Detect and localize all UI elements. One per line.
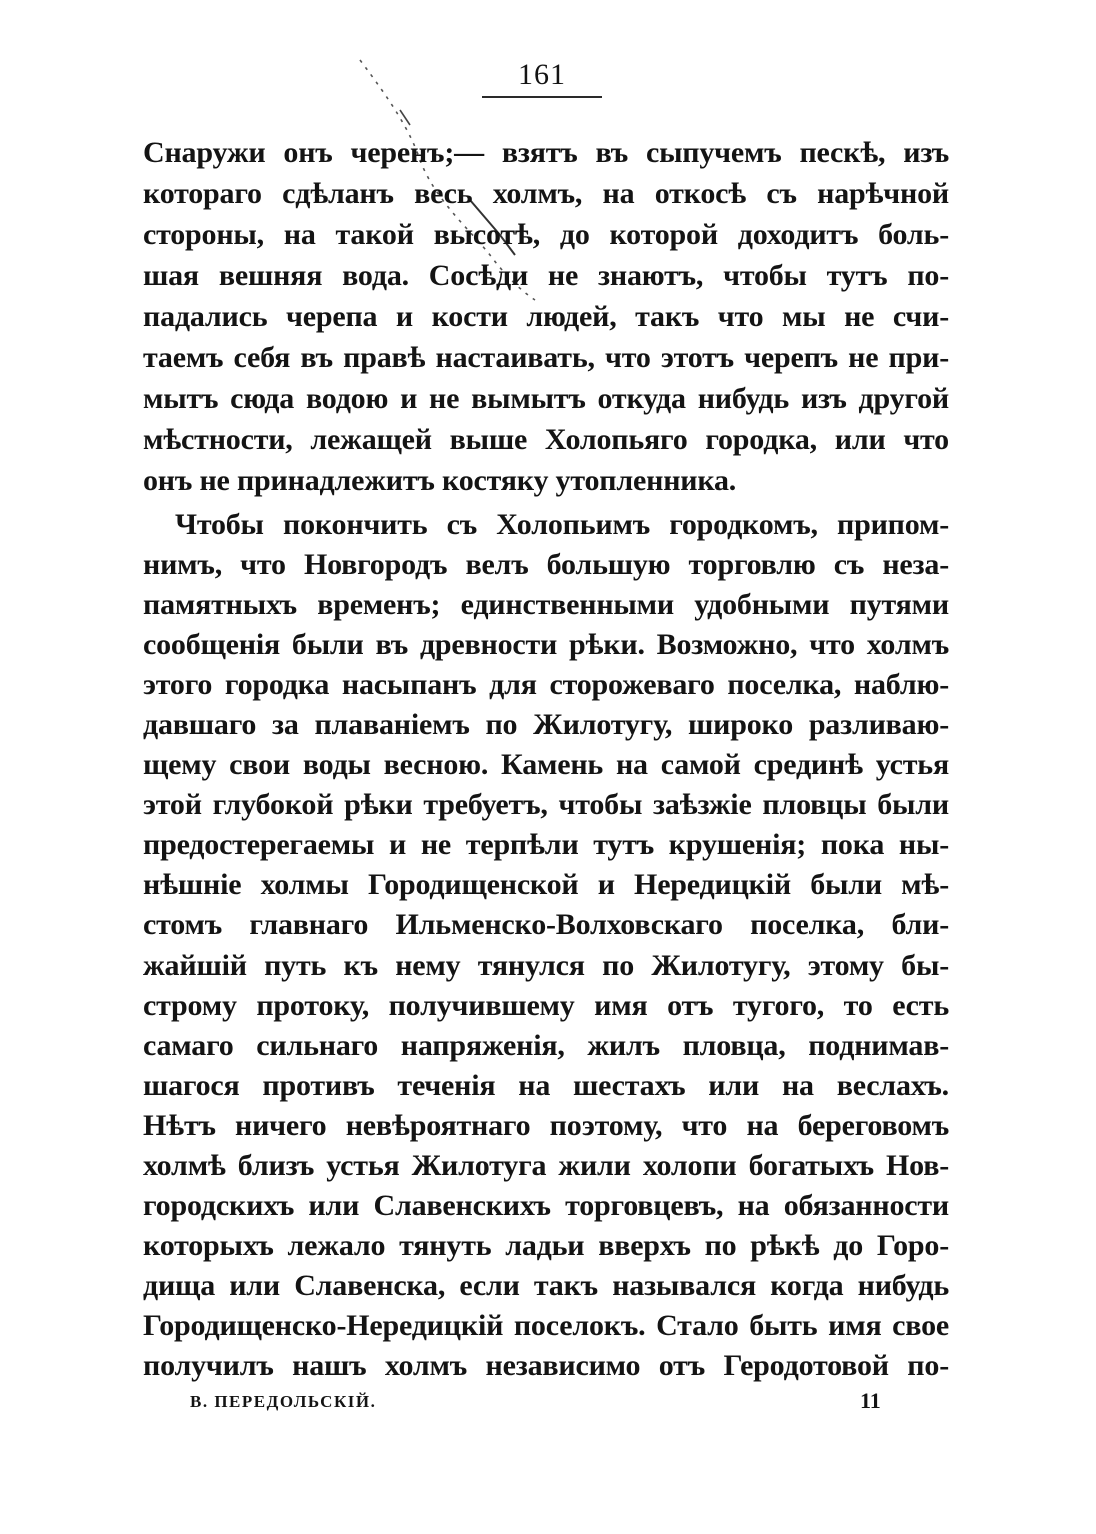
text-line: стомъ главнаго Ильменско-Волховскаго поселка, бли- bbox=[143, 908, 949, 941]
author-signature: В. ПЕРЕДОЛЬСКІЙ. bbox=[190, 1392, 377, 1411]
text-line: котораго сдѣланъ весь холмъ, на откосѣ съ нарѣчной bbox=[143, 177, 949, 210]
text-line: городскихъ или Славенскихъ торговцевъ, на обязанности bbox=[143, 1189, 949, 1222]
text-line: онъ не принадлежитъ костяку утопленника. bbox=[143, 464, 737, 497]
text-line: Городищенско-Нередицкій поселокъ. Стало быть имя свое bbox=[143, 1309, 949, 1342]
text-line: мытъ сюда водою и не вымытъ откуда нибудь изъ другой bbox=[143, 382, 949, 415]
text-line: нѣшніе холмы Городищенской и Нередицкій были мѣ- bbox=[143, 868, 949, 901]
text-line: самаго сильнаго напряженія, жилъ пловца, поднимав- bbox=[143, 1029, 949, 1062]
text-line: мѣстности, лежащей выше Холопьяго городка, или что bbox=[143, 423, 949, 456]
text-line: предостерегаемы и не терпѣли тутъ крушенія; пока ны- bbox=[143, 828, 949, 861]
page-number: 161 bbox=[518, 58, 566, 91]
text-line: Снаружи онъ черенъ;— взятъ въ сыпучемъ пескѣ, изъ bbox=[143, 136, 949, 169]
text-line: дища или Славенска, если такъ назывался когда нибудь bbox=[143, 1269, 949, 1302]
text-line: сообщенія были въ древности рѣки. Возможно, что холмъ bbox=[143, 628, 949, 661]
text-line: этого городка насыпанъ для сторожеваго поселка, наблю- bbox=[143, 668, 949, 701]
text-line: шая вешняя вода. Сосѣди не знаютъ, чтобы тутъ по- bbox=[143, 259, 949, 292]
page-number-rule bbox=[482, 96, 602, 98]
text-line: нимъ, что Новгородъ велъ большую торговлю съ неза- bbox=[143, 548, 949, 581]
text-line: холмѣ близъ устья Жилотуга жили холопи богатыхъ Нов- bbox=[143, 1149, 949, 1182]
text-line: щему свои воды весною. Камень на самой срединѣ устья bbox=[143, 748, 949, 781]
text-line: давшаго за плаваніемъ по Жилотугу, широко разливаю- bbox=[143, 708, 949, 741]
text-line: шагося противъ теченія на шестахъ или на веслахъ. bbox=[143, 1069, 949, 1102]
text-line: Нѣтъ ничего невѣроятнаго поэтому, что на береговомъ bbox=[143, 1109, 949, 1142]
text-line: памятныхъ временъ; единственными удобными путями bbox=[143, 588, 949, 621]
sheet-number: 11 bbox=[860, 1388, 881, 1413]
text-line: получилъ нашъ холмъ независимо отъ Геродотовой по- bbox=[143, 1349, 949, 1382]
text-line: стороны, на такой высотѣ, до которой доходитъ боль- bbox=[143, 218, 949, 251]
text-line: этой глубокой рѣки требуетъ, чтобы заѣзжіе пловцы были bbox=[143, 788, 949, 821]
text-line: которыхъ лежало тянуть ладьи вверхъ по рѣкѣ до Горо- bbox=[143, 1229, 949, 1262]
text-line: строму протоку, получившему имя отъ тугого, то есть bbox=[143, 989, 949, 1022]
text-line: жайшій путь къ нему тянулся по Жилотугу, этому бы- bbox=[143, 949, 949, 982]
text-line: Чтобы покончить съ Холопьимъ городкомъ, припом- bbox=[175, 508, 949, 541]
text-line: таемъ себя въ правѣ настаивать, что этотъ черепъ не при- bbox=[143, 341, 949, 374]
text-line: падались черепа и кости людей, такъ что мы не счи- bbox=[143, 300, 949, 333]
